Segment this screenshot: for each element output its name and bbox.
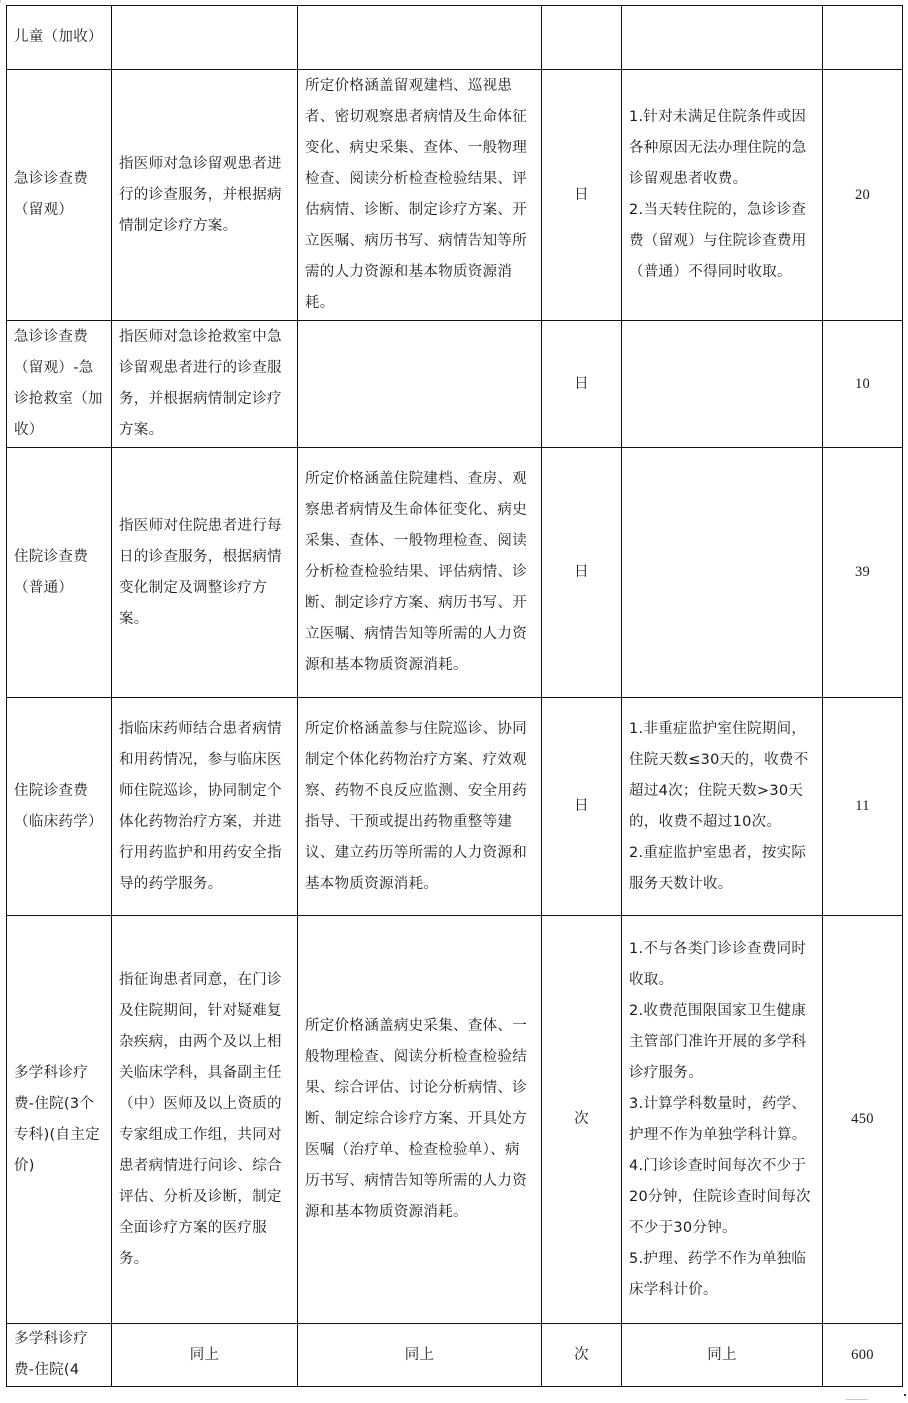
note-item: 同上 — [707, 1346, 737, 1363]
item-name: 住院诊查费（临床药学） — [14, 782, 103, 830]
medical-fee-table — [6, 5, 903, 1387]
notes-cell — [622, 70, 823, 321]
table-row — [7, 1324, 903, 1387]
note-item: 2.当天转住院的，急诊诊查费（留观）与住院诊查费用（普通）不得同时收取。 — [629, 202, 807, 280]
scope-cell — [298, 698, 542, 916]
scope-text: 所定价格涵盖参与住院巡诊、协同制定个体化药物治疗方案、疗效观察、药物不良反应监测、安全用药指导、干预或提出药物重整等建议、建立药历等所需的人力资源和基本物质资源消耗。 — [305, 720, 527, 892]
item-name-cell — [7, 70, 112, 321]
description-cell — [112, 1324, 298, 1387]
notes-cell — [622, 321, 823, 448]
unit-text: 次 — [574, 1346, 589, 1363]
table-row — [7, 6, 903, 70]
item-name-cell — [7, 6, 112, 70]
unit-text: 日 — [574, 798, 589, 814]
scope-cell — [298, 916, 542, 1324]
note-item: 1.针对未满足住院条件或因各种原因无法办理住院的急诊留观患者收费。 — [629, 109, 807, 187]
unit-text: 次 — [574, 1111, 589, 1127]
note-item: 2.重症监护室患者，按实际服务天数计收。 — [629, 844, 807, 892]
description-cell — [112, 916, 298, 1324]
price-cell — [823, 448, 903, 698]
scope-cell — [298, 1324, 542, 1387]
scope-text: 所定价格涵盖住院建档、查房、观察患者病情及生命体征变化、病史采集、查体、一般物理检查、阅读分析检查检验结果、评估病情、诊断、制定诊疗方案、病历书写、开立医嘱、病情告知等所需的人力资源和基本物质资源消耗。 — [305, 471, 527, 673]
item-name-cell — [7, 698, 112, 916]
description-text: 指征询患者同意，在门诊及住院期间，针对疑难复杂疾病，由两个及以上相关临床学科，具备副主任（中）医师及以上资质的专家组成工作组，共同对患者病情进行问诊、综合评估、分析及诊断，制定全面诊疗方案的医疗服务。 — [119, 971, 282, 1267]
price-value: 39 — [854, 564, 871, 580]
item-name: 多学科诊疗费-住院(4 — [14, 1331, 88, 1378]
price-cell — [823, 916, 903, 1324]
note-item: 5.护理、药学不作为单独临床学科计价。 — [629, 1250, 807, 1298]
description-text: 指临床药师结合患者病情和用药情况，参与临床医师住院巡诊，协同制定个体化药物治疗方案，并进行用药监护和用药安全指导的药学服务。 — [119, 720, 282, 892]
price-value: 10 — [854, 375, 871, 392]
price-cell — [823, 1324, 903, 1387]
unit-text: 日 — [574, 186, 589, 203]
scope-cell — [298, 6, 542, 70]
unit-text: 日 — [574, 375, 589, 392]
item-name-cell — [7, 448, 112, 698]
notes-cell — [622, 6, 823, 70]
unit-cell — [542, 1324, 622, 1387]
note-item: 1.不与各类门诊诊查费同时收取。 — [629, 940, 807, 988]
item-name: 住院诊查费（普通） — [14, 548, 88, 596]
table-row — [7, 916, 903, 1324]
item-name: 急诊诊查费（留观）-急诊抢救室（加收） — [14, 329, 103, 438]
price-value: 600 — [851, 1346, 874, 1363]
unit-text: 日 — [574, 564, 589, 580]
description-text: 指医师对急诊留观患者进行的诊查服务，并根据病情制定诊疗方案。 — [119, 155, 282, 234]
note-item: 3.计算学科数量时，药学、护理不作为单独学科计算。 — [629, 1095, 807, 1143]
table-row — [7, 70, 903, 321]
note-item: 1.非重症监护室住院期间，住院天数≤30天的，收费不超过4次；住院天数>30天的，收费不超过10次。 — [629, 720, 809, 830]
description-text: 指医师对急诊抢救室中急诊留观患者进行的诊查服务，并根据病情制定诊疗方案。 — [119, 329, 282, 438]
description-cell — [112, 321, 298, 448]
unit-cell — [542, 70, 622, 321]
description-text: 指医师对住院患者进行每日的诊查服务，根据病情变化制定及调整诊疗方案。 — [119, 517, 282, 627]
item-name-cell — [7, 916, 112, 1324]
table-row — [7, 698, 903, 916]
unit-cell — [542, 448, 622, 698]
price-cell — [823, 6, 903, 70]
item-name-cell — [7, 1324, 112, 1387]
description-cell — [112, 6, 298, 70]
price-value: 450 — [851, 1111, 874, 1127]
description-cell — [112, 698, 298, 916]
scope-cell — [298, 321, 542, 448]
scope-text: 所定价格涵盖留观建档、巡视患者、密切观察患者病情及生命体征变化、病史采集、查体、一般物理检查、阅读分析检查检验结果、评估病情、诊断、制定诊疗方案、开立医嘱、病历书写、病情告知等所需的人力资源和基本物质资源消耗。 — [305, 78, 527, 311]
unit-cell — [542, 6, 622, 70]
price-cell — [823, 70, 903, 321]
description-cell — [112, 70, 298, 321]
item-name-cell — [7, 321, 112, 448]
item-name: 儿童（加收） — [14, 29, 103, 45]
price-value: 20 — [854, 186, 871, 203]
notes-cell — [622, 448, 823, 698]
description-cell — [112, 448, 298, 698]
item-name: 急诊诊查费（留观） — [14, 171, 88, 218]
item-name: 多学科诊疗费-住院(3个专科)(自主定价) — [14, 1064, 100, 1174]
price-cell — [823, 321, 903, 448]
notes-cell — [622, 1324, 823, 1387]
description-text: 同上 — [189, 1346, 220, 1363]
scope-text: 所定价格涵盖病史采集、查体、一般物理检查、阅读分析检查检验结果、综合评估、讨论分析病情、诊断、制定综合诊疗方案、开具处方医嘱（治疗单、检查检验单）、病历书写、病情告知等所需的人力资源和基本物质资源消耗。 — [305, 1018, 527, 1220]
scope-cell — [298, 448, 542, 698]
table-row — [7, 448, 903, 698]
scope-text: 同上 — [404, 1346, 435, 1363]
notes-cell — [622, 916, 823, 1324]
price-value: 11 — [855, 798, 870, 814]
unit-cell — [542, 698, 622, 916]
note-item: 2.收费范围限国家卫生健康主管部门准许开展的多学科诊疗服务。 — [629, 1002, 807, 1081]
notes-cell — [622, 698, 823, 916]
price-cell — [823, 698, 903, 916]
note-item: 4.门诊诊查时间每次不少于20分钟，住院诊查时间每次不少于30分钟。 — [629, 1157, 811, 1236]
unit-cell — [542, 321, 622, 448]
table-row — [7, 321, 903, 448]
unit-cell — [542, 916, 622, 1324]
scope-cell — [298, 70, 542, 321]
